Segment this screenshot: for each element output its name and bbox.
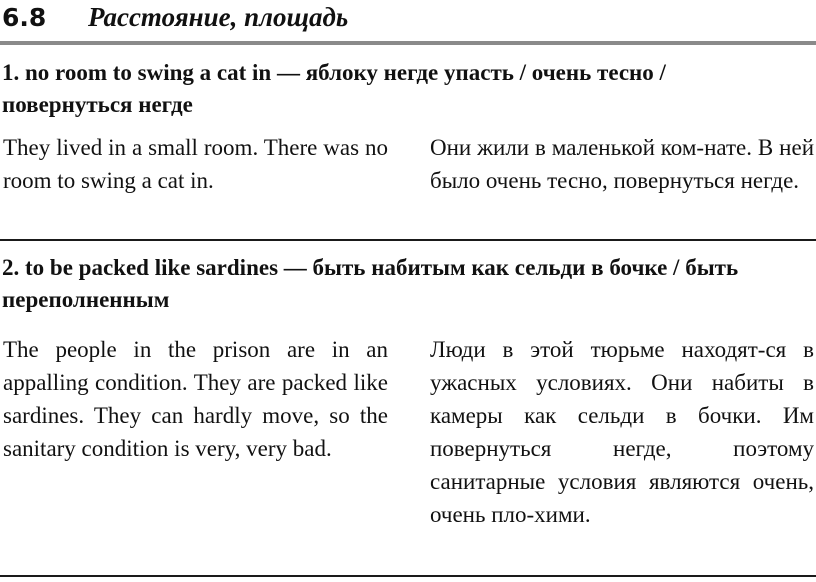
entry-1-heading: 1. no room to swing a cat in — яблоку негде упасть / очень тесно / повернуться негде [2,60,666,117]
section-title: Расстояние, площадь [88,2,349,32]
entry-2-russian-text: Люди в этой тюрьме находят-ся в ужасных условиях. Они набиты в камеры как сельди в бочки. Им повернуться негде, поэтому санитарные условия являются очень, очень пло-хими. [430,337,814,527]
section-divider [0,41,816,45]
entry-1-english-text: They lived in a small room. There was no room to swing a cat in. [3,135,388,193]
section-header [0,0,816,40]
entry-divider [0,239,816,241]
entry-2-heading: 2. to be packed like sardines — быть набитым как сельди в бочке / быть переполненным [2,255,739,312]
section-number: 6.8 [2,3,47,32]
entry-2-english-text: The people in the prison are in an appalling condition. They are packed like sardines. They can hardly move, so the sanitary condition is very, very bad. [3,337,388,461]
bottom-divider [0,575,816,577]
entry-1-russian-text: Они жили в маленькой ком-нате. В ней было очень тесно, повернуться негде. [430,135,814,193]
